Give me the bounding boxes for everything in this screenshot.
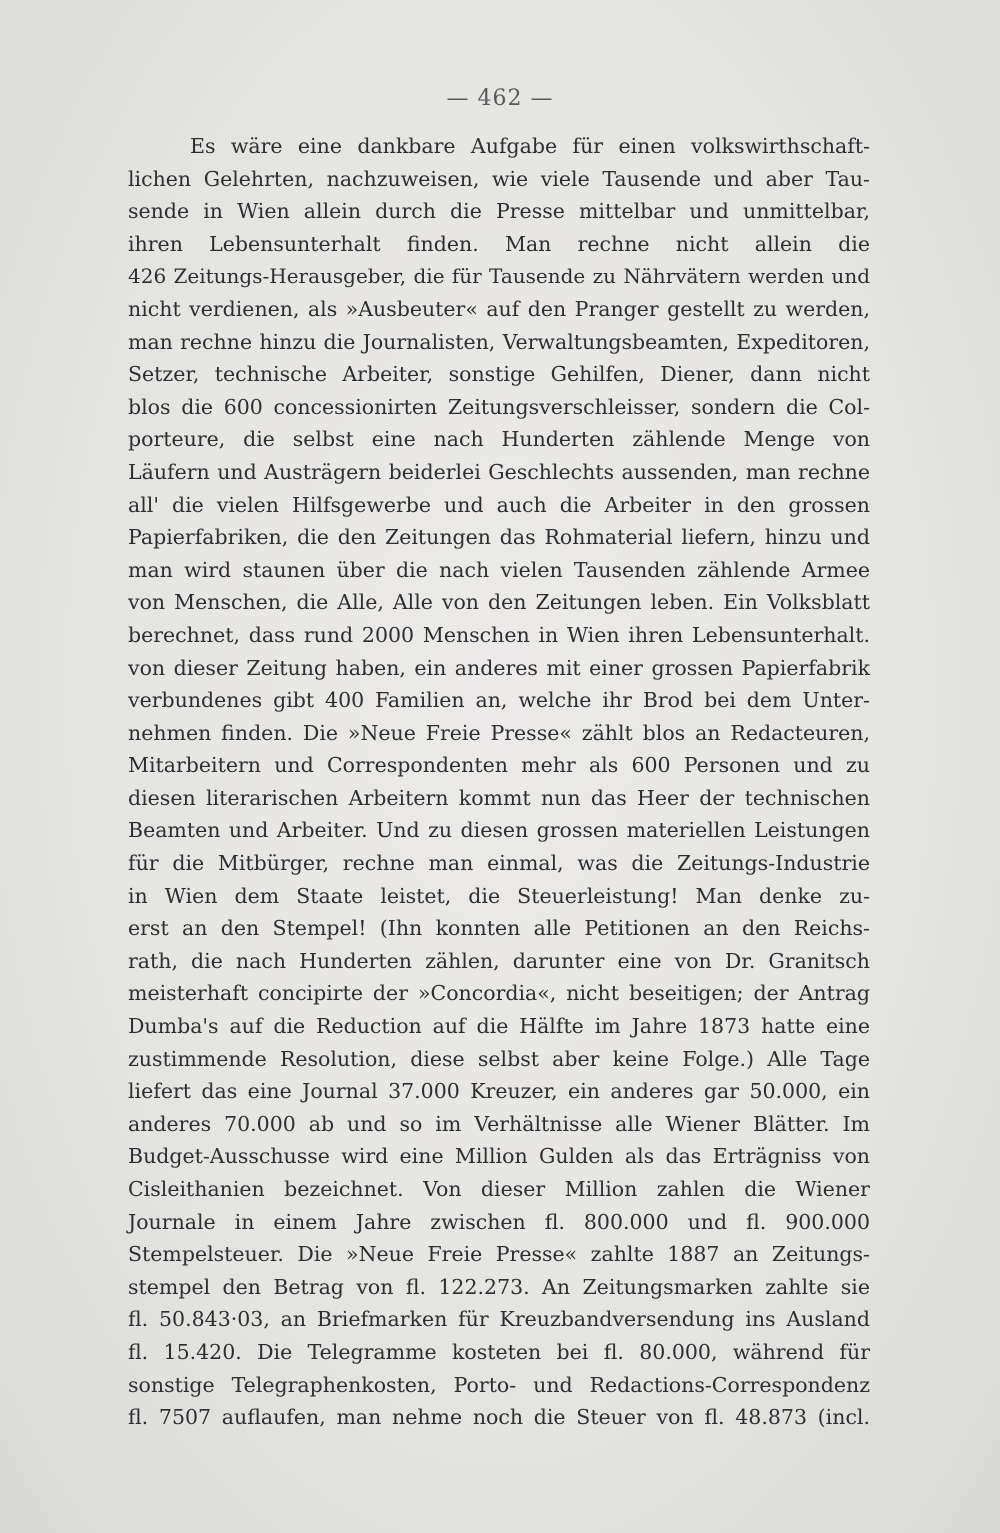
page-number: — 462 — (446, 86, 554, 111)
text-line: liefert das eine Journal 37.000 Kreuzer, ein anderes gar 50.000, ein (128, 1079, 870, 1104)
text-line: von dieser Zeitung haben, ein anderes mit einer grossen Papierfabrik (128, 655, 870, 680)
text-line: man wird staunen über die nach vielen Tausenden zählende Armee (128, 557, 870, 582)
text-line: meisterhaft concipirte der »Concordia«, nicht beseitigen; der Antrag (128, 981, 870, 1006)
text-line: von Menschen, die Alle, Alle von den Zeitungen leben. Ein Volksblatt (128, 590, 870, 615)
text-line: porteure, die selbst eine nach Hunderten zählende Menge von (128, 427, 870, 452)
text-line: in Wien dem Staate leistet, die Steuerleistung! Man denke zu- (128, 883, 870, 908)
text-line: anderes 70.000 ab und so im Verhältnisse alle Wiener Blätter. Im (128, 1111, 870, 1136)
text-line: blos die 600 concessionirten Zeitungsverschleisser, sondern die Col- (128, 394, 870, 419)
text-line: Setzer, technische Arbeiter, sonstige Gehilfen, Diener, dann nicht (128, 362, 870, 387)
body-text (128, 130, 870, 1434)
text-line: lichen Gelehrten, nachzuweisen, wie viele Tausende und aber Tau- (128, 166, 870, 191)
text-line: diesen literarischen Arbeitern kommt nun das Heer der technischen (128, 785, 870, 810)
text-line: sonstige Telegraphenkosten, Porto- und Redactions-Correspondenz (128, 1372, 870, 1397)
text-line: stempel den Betrag von fl. 122.273. An Zeitungsmarken zahlte sie (128, 1274, 870, 1299)
text-line: Budget-Ausschusse wird eine Million Gulden als das Erträgniss von (128, 1144, 870, 1169)
text-line: zustimmende Resolution, diese selbst aber keine Folge.) Alle Tage (128, 1046, 870, 1071)
text-line: erst an den Stempel! (Ihn konnten alle Petitionen an den Reichs- (128, 916, 870, 941)
text-line: fl. 7507 auflaufen, man nehme noch die Steuer von fl. 48.873 (incl. (128, 1405, 870, 1430)
text-line: Journale in einem Jahre zwischen fl. 800.000 und fl. 900.000 (128, 1209, 870, 1234)
text-line: Beamten und Arbeiter. Und zu diesen grossen materiellen Leistungen (128, 818, 870, 843)
text-line: Stempelsteuer. Die »Neue Freie Presse« zahlte 1887 an Zeitungs- (128, 1242, 870, 1267)
text-line: Dumba's auf die Reduction auf die Hälfte im Jahre 1873 hatte eine (128, 1014, 870, 1039)
text-line: nehmen finden. Die »Neue Freie Presse« zählt blos an Redacteuren, (128, 720, 870, 745)
text-line: ihren Lebensunterhalt finden. Man rechne nicht allein die (128, 231, 870, 256)
text-line: Papierfabriken, die den Zeitungen das Rohmaterial liefern, hinzu und (128, 525, 870, 550)
text-line: Es wäre eine dankbare Aufgabe für einen volkswirthschaft- (190, 134, 870, 158)
text-line: Läufern und Austrägern beiderlei Geschlechts aussenden, man rechne (128, 459, 870, 484)
text-line: fl. 50.843·03, an Briefmarken für Kreuzbandversendung ins Ausland (128, 1307, 870, 1332)
text-line: all' die vielen Hilfsgewerbe und auch die Arbeiter in den grossen (128, 492, 870, 517)
text-line: Cisleithanien bezeichnet. Von dieser Million zahlen die Wiener (128, 1177, 870, 1201)
text-line: fl. 15.420. Die Telegramme kosteten bei fl. 80.000, während für (128, 1339, 870, 1364)
text-line: 426 Zeitungs-Herausgeber, die für Tausende zu Nährvätern werden und (128, 264, 870, 289)
text-line: für die Mitbürger, rechne man einmal, was die Zeitungs-Industrie (128, 851, 870, 876)
text-line: berechnet, dass rund 2000 Menschen in Wien ihren Lebensunterhalt. (128, 622, 870, 647)
text-line: man rechne hinzu die Journalisten, Verwaltungsbeamten, Expeditoren, (128, 329, 870, 354)
text-line: nicht verdienen, als »Ausbeuter« auf den Pranger gestellt zu werden, (128, 296, 870, 321)
text-line: Mitarbeitern und Correspondenten mehr als 600 Personen und zu (128, 753, 870, 778)
text-line: rath, die nach Hunderten zählen, darunter eine von Dr. Granitsch (128, 948, 870, 973)
text-line: sende in Wien allein durch die Presse mittelbar und unmittelbar, (128, 199, 870, 224)
text-line: verbundenes gibt 400 Familien an, welche ihr Brod bei dem Unter- (128, 688, 870, 713)
